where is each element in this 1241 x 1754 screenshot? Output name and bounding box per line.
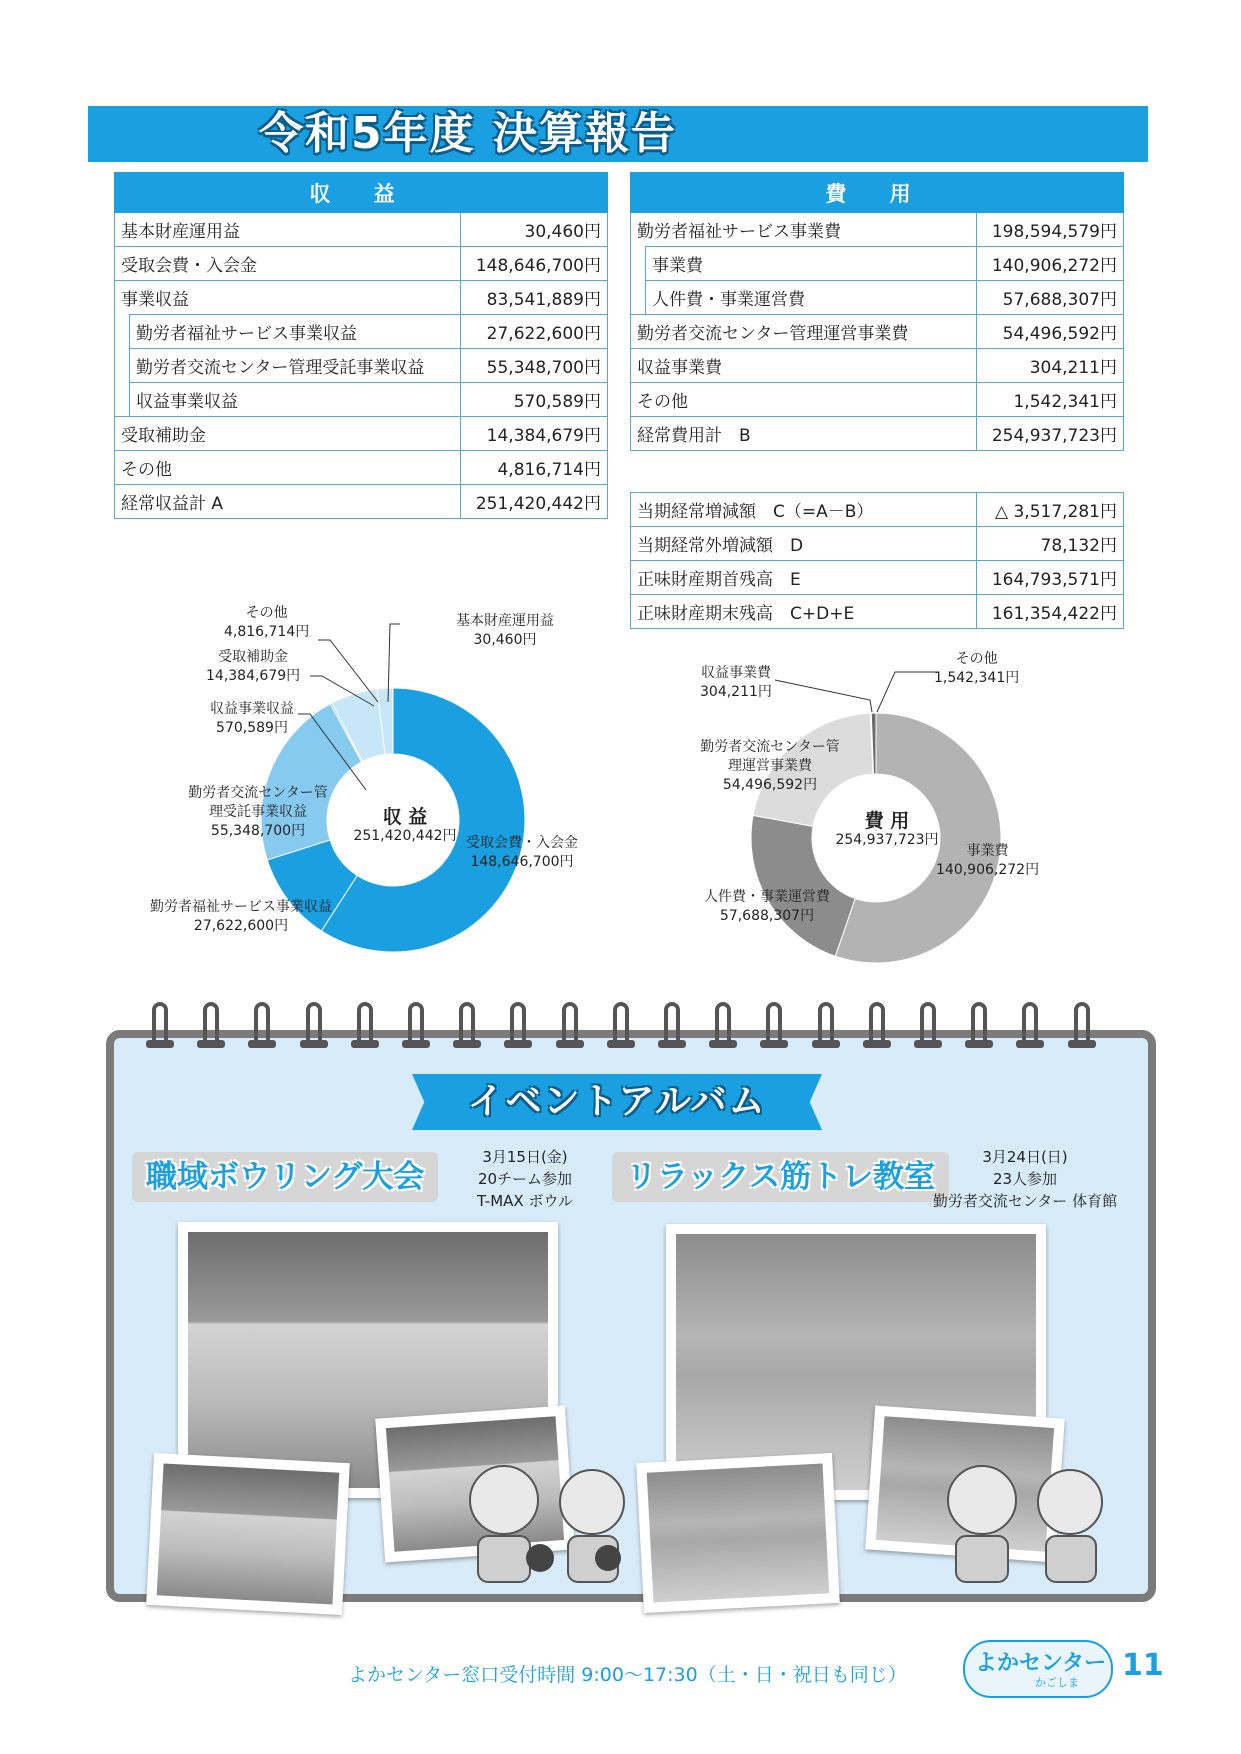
expense-label: 勤労者福祉サービス事業費 bbox=[631, 213, 977, 247]
page-number: 11 bbox=[1122, 1648, 1164, 1683]
expense-label-center-operation bbox=[700, 738, 840, 795]
label-value: 27,622,600円 bbox=[193, 918, 289, 934]
event-participants: 23人参加 bbox=[992, 1170, 1058, 1188]
income-label: 受取補助金 bbox=[115, 417, 461, 451]
income-amount: 148,646,700円 bbox=[461, 247, 608, 281]
binder-hole bbox=[760, 1040, 788, 1048]
binder-hole bbox=[197, 1040, 225, 1048]
label-name: 受取補助金 bbox=[218, 649, 289, 665]
binder-hole bbox=[1016, 1040, 1044, 1048]
label-value: 148,646,700円 bbox=[470, 854, 574, 870]
binder-hole bbox=[914, 1040, 942, 1048]
income-label-subsidy bbox=[206, 648, 300, 686]
footer-hours: よかセンター窓口受付時間 9:00～17:30（土・日・祝日も同じ） bbox=[348, 1664, 907, 1686]
expense-amount: 304,211円 bbox=[977, 349, 1124, 383]
income-label: 基本財産運用益 bbox=[115, 213, 461, 247]
binder-hole bbox=[1068, 1040, 1096, 1048]
binder-hole bbox=[351, 1040, 379, 1048]
income-amount: 27,622,600円 bbox=[461, 315, 608, 349]
training-mascots bbox=[930, 1462, 1120, 1588]
binder-hole bbox=[556, 1040, 584, 1048]
balance-label: 正味財産期末残高 C+D+E bbox=[631, 595, 977, 629]
label-value: 30,460円 bbox=[473, 632, 537, 648]
binder-hole bbox=[248, 1040, 276, 1048]
income-total-label: 経常収益計 A bbox=[115, 485, 461, 519]
income-label-welfare bbox=[150, 898, 332, 936]
balance-amount: 164,793,571円 bbox=[977, 561, 1124, 595]
binder-hole bbox=[863, 1040, 891, 1048]
center-title: 費 用 bbox=[864, 810, 910, 832]
income-label-fees bbox=[466, 834, 578, 872]
label-name: 収益事業費 bbox=[700, 665, 771, 681]
income-label: 事業収益 bbox=[115, 281, 461, 315]
expense-label-personnel bbox=[704, 888, 830, 926]
label-name: 受取会費・入会金 bbox=[466, 835, 578, 851]
expense-total-amount: 254,937,723円 bbox=[977, 417, 1124, 451]
center-value: 254,937,723円 bbox=[835, 832, 939, 848]
income-label: 勤労者交流センター管理受託事業収益 bbox=[130, 349, 461, 383]
event-info-bowling bbox=[470, 1146, 580, 1212]
income-amount: 83,541,889円 bbox=[461, 281, 608, 315]
expense-total-label: 経常費用計 B bbox=[631, 417, 977, 451]
income-label: 受取会費・入会金 bbox=[115, 247, 461, 281]
balance-label: 当期経常外増減額 D bbox=[631, 527, 977, 561]
center-value: 251,420,442円 bbox=[353, 828, 457, 844]
expense-amount: 57,688,307円 bbox=[977, 281, 1124, 315]
binder-hole bbox=[607, 1040, 635, 1048]
event-info-training bbox=[930, 1146, 1120, 1212]
binder-hole bbox=[402, 1040, 430, 1048]
income-label-center-consign bbox=[188, 784, 328, 841]
binder-hole bbox=[504, 1040, 532, 1048]
expense-label-profit-business bbox=[700, 664, 772, 702]
label-value: 54,496,592円 bbox=[722, 777, 818, 793]
training-photo-small-1 bbox=[636, 1453, 840, 1613]
balance-label: 正味財産期首残高 E bbox=[631, 561, 977, 595]
binder-hole bbox=[812, 1040, 840, 1048]
expense-label: 勤労者交流センター管理運営事業費 bbox=[631, 315, 977, 349]
label-value: 4,816,714円 bbox=[224, 624, 310, 640]
binder-hole bbox=[146, 1040, 174, 1048]
balance-label: 当期経常増減額 C（=A－B） bbox=[631, 493, 977, 527]
event-title-training: リラックス筋トレ教室 bbox=[612, 1152, 949, 1202]
label-value: 14,384,679円 bbox=[206, 668, 301, 684]
expense-label: 人件費・事業運営費 bbox=[646, 281, 977, 315]
event-date: 3月24日(日) bbox=[982, 1148, 1068, 1166]
income-amount: 30,460円 bbox=[461, 213, 608, 247]
label-value: 140,906,272円 bbox=[936, 862, 1040, 878]
expense-amount: 54,496,592円 bbox=[977, 315, 1124, 349]
binder-hole bbox=[965, 1040, 993, 1048]
income-label-other bbox=[224, 604, 309, 642]
label-value: 57,688,307円 bbox=[719, 908, 815, 924]
label-name: その他 bbox=[955, 651, 998, 667]
label-name: 勤労者交流センター管理受託事業収益 bbox=[188, 785, 328, 820]
income-label-endowment bbox=[456, 612, 554, 650]
album-title: イベントアルバム bbox=[467, 1081, 767, 1122]
bowling-photo-small-1 bbox=[146, 1453, 350, 1615]
label-value: 570,589円 bbox=[216, 720, 288, 736]
label-value: 55,348,700円 bbox=[210, 823, 306, 839]
binder-hole bbox=[709, 1040, 737, 1048]
expense-amount: 198,594,579円 bbox=[977, 213, 1124, 247]
label-name: 勤労者交流センター管理運営事業費 bbox=[700, 739, 840, 774]
label-name: 収益事業収益 bbox=[210, 701, 294, 717]
balance-amount: △ 3,517,281円 bbox=[977, 493, 1124, 527]
income-amount: 14,384,679円 bbox=[461, 417, 608, 451]
label-name: 事業費 bbox=[966, 843, 1009, 859]
income-donut-center bbox=[340, 808, 470, 846]
expense-donut-center bbox=[822, 812, 952, 850]
expense-label: 事業費 bbox=[646, 247, 977, 281]
label-name: 勤労者福祉サービス事業収益 bbox=[150, 899, 332, 915]
center-title: 収 益 bbox=[382, 806, 428, 828]
income-label-profit-business bbox=[210, 700, 294, 738]
label-name: 基本財産運用益 bbox=[456, 613, 554, 629]
expense-label: 収益事業費 bbox=[631, 349, 977, 383]
balance-amount: 78,132円 bbox=[977, 527, 1124, 561]
event-participants: 20チーム参加 bbox=[477, 1170, 573, 1188]
balance-amount: 161,354,422円 bbox=[977, 595, 1124, 629]
event-title-bowling: 職域ボウリング大会 bbox=[132, 1152, 438, 1202]
event-date: 3月15日(金) bbox=[482, 1148, 568, 1166]
expense-amount: 140,906,272円 bbox=[977, 247, 1124, 281]
income-total-amount: 251,420,442円 bbox=[461, 485, 608, 519]
income-label: 勤労者福祉サービス事業収益 bbox=[130, 315, 461, 349]
binder-hole bbox=[300, 1040, 328, 1048]
income-label: 収益事業収益 bbox=[130, 383, 461, 417]
page-title: 令和5年度 決算報告 bbox=[259, 108, 677, 159]
income-header: 収 益 bbox=[115, 173, 608, 213]
label-value: 1,542,341円 bbox=[934, 670, 1020, 686]
income-amount: 4,816,714円 bbox=[461, 451, 608, 485]
income-amount: 55,348,700円 bbox=[461, 349, 608, 383]
expense-label-other bbox=[934, 650, 1019, 688]
event-venue: T-MAX ボウル bbox=[477, 1192, 573, 1210]
bowling-mascots bbox=[452, 1462, 642, 1588]
expense-label: その他 bbox=[631, 383, 977, 417]
label-name: 人件費・事業運営費 bbox=[704, 889, 830, 905]
logo-text: よかセンター bbox=[975, 1651, 1107, 1676]
expense-header: 費 用 bbox=[631, 173, 1124, 213]
income-amount: 570,589円 bbox=[461, 383, 608, 417]
label-value: 304,211円 bbox=[700, 684, 772, 700]
label-name: その他 bbox=[245, 605, 288, 621]
binder-hole bbox=[658, 1040, 686, 1048]
expense-amount: 1,542,341円 bbox=[977, 383, 1124, 417]
logo-subtext: かごしま bbox=[1035, 1676, 1079, 1689]
event-venue: 勤労者交流センター 体育館 bbox=[932, 1192, 1118, 1210]
binder-hole bbox=[453, 1040, 481, 1048]
income-label: その他 bbox=[115, 451, 461, 485]
